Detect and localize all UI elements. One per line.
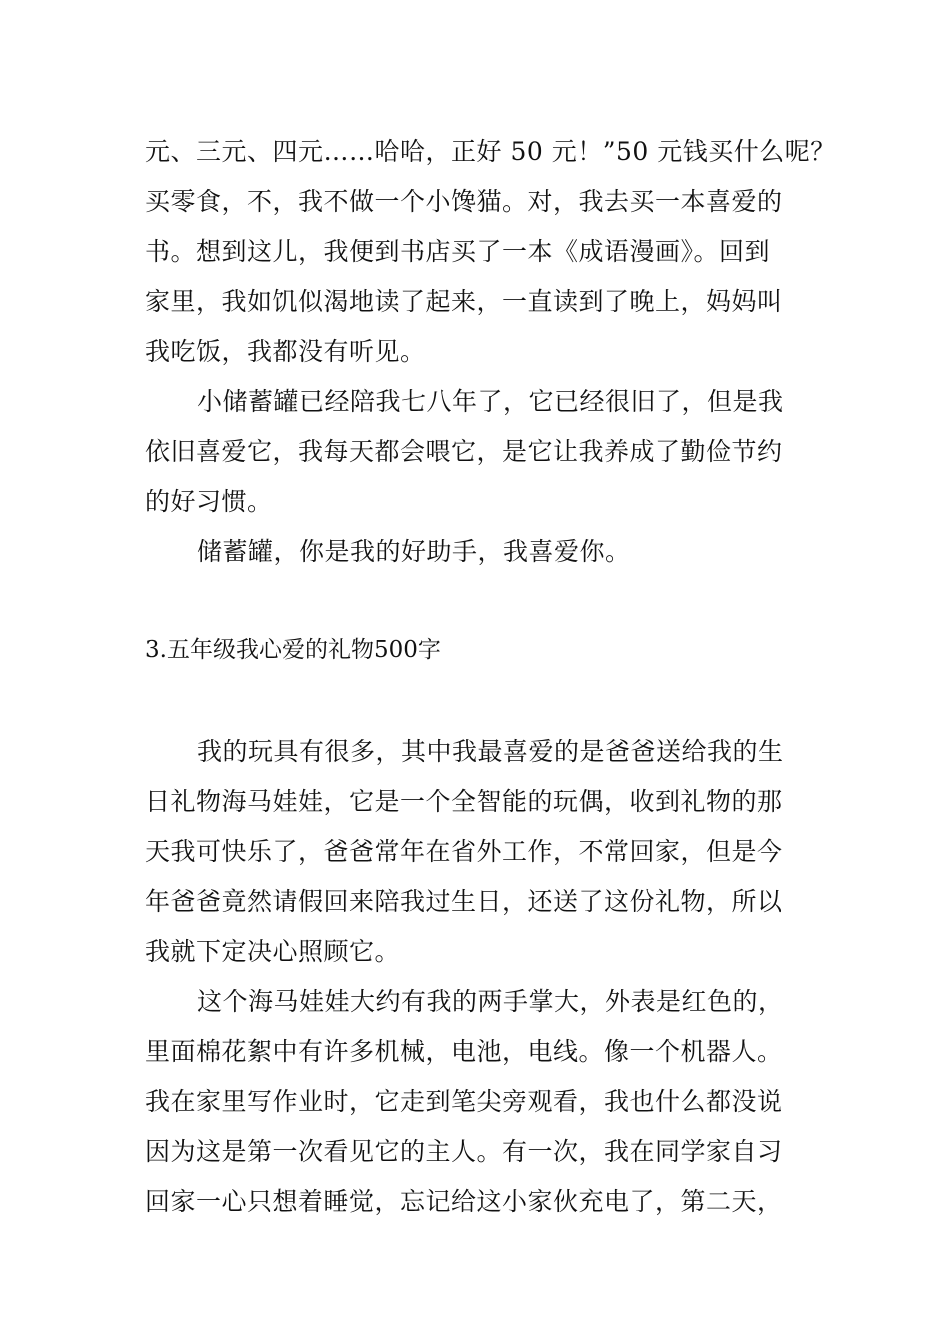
spacer — [145, 675, 835, 727]
section-paragraph-gift — [145, 727, 835, 977]
text-line: 书。想到这儿，我便到书店买了一本《成语漫画》。回到 — [145, 237, 771, 266]
text-line: 里面棉花絮中有许多机械，电池，电线。像一个机器人。 — [145, 1037, 783, 1066]
text-line: 这个海马娃娃大约有我的两手掌大，外表是红色的， — [197, 987, 784, 1016]
text-line: 元、三元、四元……哈哈，正好 50 元！”50 元钱买什么呢？ — [145, 137, 836, 166]
text-line: 的好习惯。 — [145, 487, 273, 516]
text-line: 我的玩具有很多，其中我最喜爱的是爸爸送给我的生 — [197, 737, 784, 766]
text-line: 依旧喜爱它，我每天都会喂它，是它让我养成了勤俭节约 — [145, 437, 783, 466]
text-line: 小储蓄罐已经陪我七八年了，它已经很旧了，但是我 — [197, 387, 784, 416]
text-line: 家里，我如饥似渴地读了起来，一直读到了晚上，妈妈叫 — [145, 287, 783, 316]
text-line: 回家一心只想着睡觉，忘记给这小家伙充电了，第二天， — [145, 1187, 783, 1216]
paragraph-piggy-bank — [145, 377, 835, 527]
text-line: 日礼物海马娃娃，它是一个全智能的玩偶，收到礼物的那 — [145, 787, 783, 816]
text-line: 年爸爸竟然请假回来陪我过生日，还送了这份礼物，所以 — [145, 887, 783, 916]
continued-paragraph — [145, 127, 835, 377]
spacer — [145, 577, 835, 625]
section-paragraph-seahorse — [145, 977, 835, 1227]
text-line: 我在家里写作业时，它走到笔尖旁观看，我也什么都没说 — [145, 1087, 783, 1116]
text-line: 储蓄罐，你是我的好助手，我喜爱你。 — [197, 537, 631, 566]
document-page — [145, 127, 835, 1227]
text-line: 我就下定决心照顾它。 — [145, 937, 401, 966]
text-line: 因为这是第一次看见它的主人。有一次，我在同学家自习 — [145, 1137, 783, 1166]
text-line: 买零食，不，我不做一个小馋猫。对，我去买一本喜爱的 — [145, 187, 783, 216]
paragraph-closing — [145, 527, 835, 577]
text-line: 我吃饭，我都没有听见。 — [145, 337, 426, 366]
section-heading: 3.五年级我心爱的礼物500字 — [145, 637, 441, 663]
text-line: 天我可快乐了，爸爸常年在省外工作，不常回家，但是今 — [145, 837, 783, 866]
